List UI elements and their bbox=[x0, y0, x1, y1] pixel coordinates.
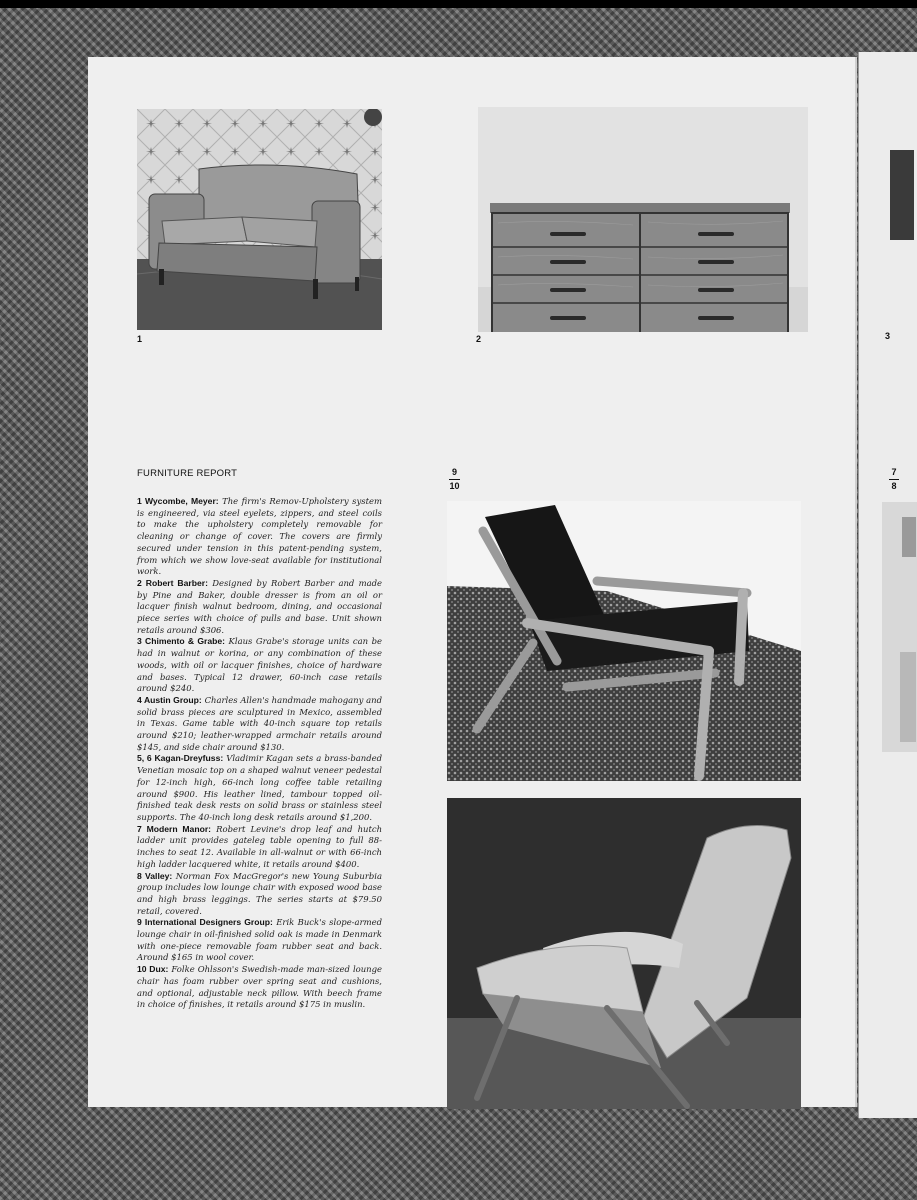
entry-text: Robert Levine's drop leaf and hutch ladder unit provides gateleg table opening to full 88-inches to seat 12. Available in all-walnut or with 66-inch high ladder lacquered white, it retails around $400. bbox=[137, 823, 382, 869]
entry-text: Folke Ohlsson's Swedish-made man-sized lounge chair has foam rubber over spring seat and cushions, and optional, adjustable neck pillow. With beech frame in choice of finishes, it retails around $175 in muslin. bbox=[137, 964, 383, 1010]
fraction-bar bbox=[449, 479, 460, 480]
report-entry bbox=[137, 695, 382, 754]
lounge-chair-9-illustration bbox=[447, 501, 801, 781]
adjacent-detail bbox=[900, 652, 916, 742]
caption-number-2: 2 bbox=[476, 334, 482, 344]
entry-name: 4 Austin Group: bbox=[137, 694, 202, 705]
lounge-chair-10-illustration bbox=[447, 798, 801, 1109]
caption-number-8: 8 bbox=[891, 481, 897, 491]
caption-number-9: 9 bbox=[451, 467, 457, 477]
fraction-bar bbox=[889, 479, 899, 480]
report-entry bbox=[137, 578, 382, 637]
report-body bbox=[137, 496, 382, 1011]
entry-text: Klaus Grabe's storage units can be had in walnut or korina, or any combination of these woods, with oil or lacquer finishes, choice of hardware and bases. Typical 12 drawer, 60-inch case retails around $240. bbox=[137, 636, 382, 694]
film-edge bbox=[0, 0, 917, 8]
report-entry bbox=[137, 917, 382, 964]
adjacent-page-photo-strip bbox=[882, 502, 917, 752]
caption-number-1: 1 bbox=[137, 334, 143, 344]
report-entry bbox=[137, 496, 382, 578]
entry-name: 1 Wycombe, Meyer: bbox=[137, 496, 219, 506]
entry-name: 2 Robert Barber: bbox=[137, 577, 208, 588]
magazine-page bbox=[88, 57, 855, 1107]
entry-name: 10 Dux: bbox=[137, 964, 169, 975]
caption-number-7: 7 bbox=[891, 467, 897, 477]
loveseat-photo bbox=[137, 109, 382, 330]
adjacent-detail bbox=[902, 517, 916, 557]
caption-fraction-7-8 bbox=[889, 467, 899, 492]
entry-text: Charles Allen's handmade mahogany and solid brass pieces are sculptured in Mexico, assembled in Texas. Game table with 40-inch square top retails around $210; leather-wrapped armchair retails around $145, and side chair around $130. bbox=[137, 694, 382, 752]
dresser-illustration bbox=[478, 107, 808, 332]
caption-fraction-9-10 bbox=[449, 467, 460, 492]
report-heading: FURNITURE REPORT bbox=[137, 468, 238, 479]
double-dresser-photo bbox=[478, 107, 808, 332]
report-entry bbox=[137, 964, 382, 1011]
entry-name: 7 Modern Manor: bbox=[137, 823, 212, 834]
report-entry bbox=[137, 753, 382, 823]
loveseat-illustration bbox=[137, 109, 382, 330]
entry-text: Designed by Robert Barber and made by Pine and Baker, double dresser is from an oil or lacquer finish walnut bedroom, dining, and occasional piece series with choice of pulls and base. Unit shown retails around $306. bbox=[137, 577, 382, 635]
adjacent-page-photo bbox=[890, 150, 914, 240]
caption-number-3: 3 bbox=[885, 331, 891, 341]
entry-text: The firm's Remov-Upholstery system is engineered, via steel eyelets, zippers, and steel coils to make the upholstery completely removable for cleaning or change of cover. The covers are firmly secured under tension in this patent-pending system, from which we show love-seat available for institutional work. bbox=[137, 496, 382, 577]
entry-name: 8 Valley: bbox=[137, 870, 173, 881]
entry-text: Norman Fox MacGregor's new Young Suburbia group includes low lounge chair with exposed wood base and high brass leggings. The series starts at $79.50 retail, covered. bbox=[137, 870, 382, 916]
entry-text: Erik Buck's slope-armed lounge chair in oil-finished solid oak is made in Denmark with one-piece removable foam rubber seat and back. Around $165 in wool cover. bbox=[137, 917, 382, 963]
report-entry bbox=[137, 636, 382, 695]
entry-text: Vladimir Kagan sets a brass-banded Venetian mosaic top on a shaped walnut veneer pedestal for 12-inch high, 66-inch long coffee table retailing around $900. His leather lined, tambour topped oil-finished teak desk rests on solid brass or stainless steel supports. The 40-inch long desk retails around $1,200. bbox=[137, 753, 382, 822]
report-entry bbox=[137, 824, 382, 871]
slope-armed-lounge-chair-photo bbox=[447, 501, 801, 781]
entry-name: 9 International Designers Group: bbox=[137, 917, 273, 928]
entry-name: 5, 6 Kagan-Dreyfuss: bbox=[137, 753, 224, 764]
dux-lounge-chair-photo bbox=[447, 798, 801, 1109]
caption-number-10: 10 bbox=[449, 481, 460, 491]
entry-name: 3 Chimento & Grabe: bbox=[137, 636, 226, 647]
report-entry bbox=[137, 871, 382, 918]
